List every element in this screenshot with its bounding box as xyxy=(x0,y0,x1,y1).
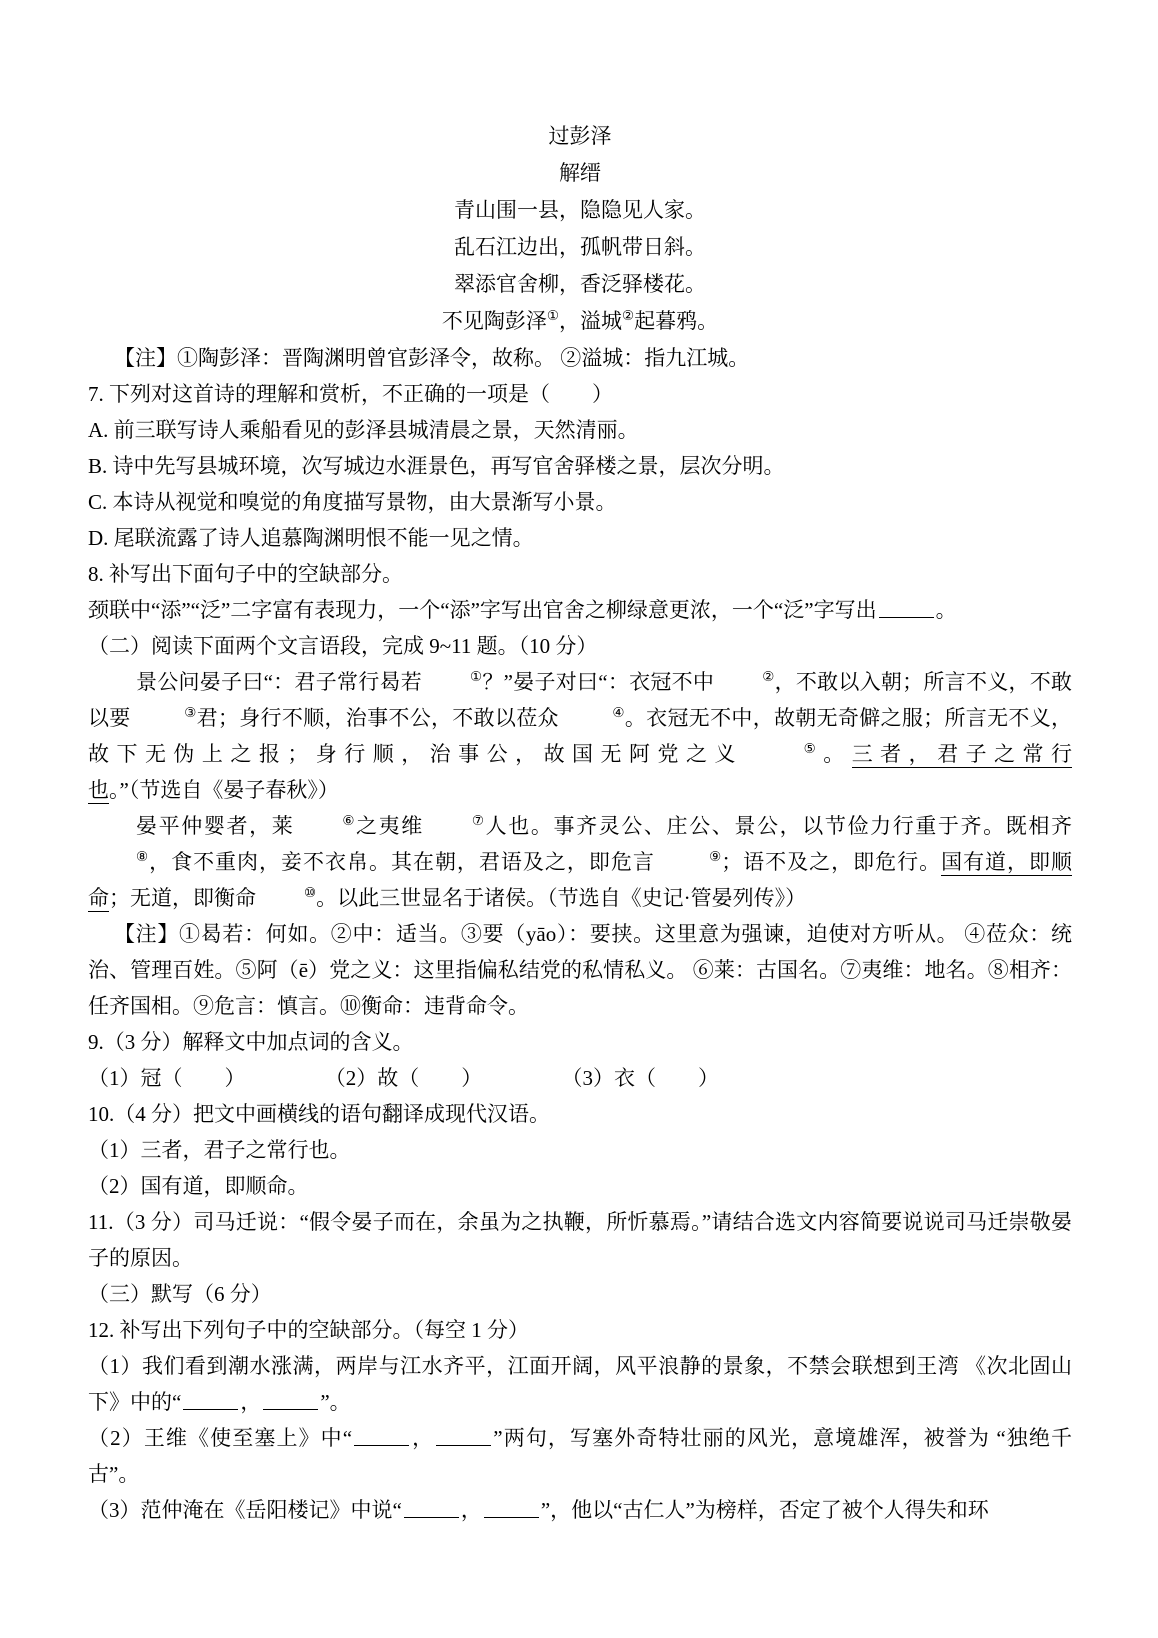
q10-stem: 10.（4 分）把文中画横线的语句翻译成现代汉语。 xyxy=(88,1102,550,1126)
q12-stem: 12. 补写出下列句子中的空缺部分。（每空 1 分） xyxy=(88,1318,529,1342)
q7-option-a: A. 前三联写诗人乘船看见的彭泽县城清晨之景，天然清丽。 xyxy=(88,418,639,442)
text-segment: ？”晏子对曰“：衣冠不中 xyxy=(482,670,715,694)
text-segment: ；无道，即衡命 xyxy=(109,886,256,910)
passage-note: 【注】①曷若：何如。②中：适当。③要（yāo）：要挟。这里意为强谏，迫使对方听从。 ④莅众：统治、管理百姓。⑤阿（ē）党之义：这里指偏私结党的私情私义。 ⑥莱：古国名。⑦夷维：地名。⑧相齐：任齐国相。⑨危言：慎言。⑩衡命：违背命令。 xyxy=(88,922,1072,1018)
q12-item-3 xyxy=(88,1492,1072,1528)
text-segment: ， xyxy=(460,1498,482,1522)
q9-item-1: （1）冠（ ） xyxy=(88,1066,246,1090)
text-segment: 。衣冠无不中，故朝无奇僻之服；所言无不义，故下无伪上之报；身行顺，治事公，故国无阿党之义 xyxy=(88,706,1073,766)
q7-stem: 7. 下列对这首诗的理解和赏析，不正确的一项是（ ） xyxy=(88,382,613,406)
poem-title: 过彭泽 xyxy=(548,124,612,148)
fill-in-blank xyxy=(436,1430,491,1446)
poem-author: 解缙 xyxy=(559,161,601,185)
q9-item-2: （2）故（ ） xyxy=(324,1066,483,1090)
fill-in-blank xyxy=(354,1430,409,1446)
text-segment: 。 xyxy=(935,598,957,622)
text-segment: （1）我们看到潮水涨满，两岸与江水齐平，江面开阔，风平浪静的景象，不禁会联想到王湾 《次北固山下》中的“ xyxy=(88,1354,1072,1414)
poem-verse-1 xyxy=(88,192,1072,229)
text-segment: （2）王维《使至塞上》中“ xyxy=(88,1426,353,1450)
fill-in-blank xyxy=(484,1502,539,1518)
text-segment: ”。 xyxy=(320,1390,351,1414)
q10-item-2: （2）国有道，即顺命。 xyxy=(88,1174,309,1198)
fill-in-blank xyxy=(263,1394,318,1410)
q7-option-d: D. 尾联流露了诗人追慕陶渊明恨不能一见之情。 xyxy=(88,526,534,550)
q10-item-1: （1）三者，君子之常行也。 xyxy=(88,1138,351,1162)
text-segment: ；语不及之，即危行。 xyxy=(721,850,942,874)
text-segment: ， xyxy=(240,1390,262,1414)
poem-block xyxy=(88,118,1072,340)
text-segment: ”两句，写塞外奇特壮丽的风光，意境雄浑，被誉为 “独绝千古”。 xyxy=(88,1426,1073,1486)
q11-text: 11.（3 分）司马迁说：“假令晏子而在，余虽为之执鞭，所忻慕焉。”请结合选文内容简要说说司马迁崇敬晏子的原因。 xyxy=(88,1210,1072,1270)
text-segment: ，溢城 xyxy=(559,309,622,333)
underlined-phrase: 三者，君子之常行也 xyxy=(88,742,1073,802)
text-segment: 。 xyxy=(815,742,852,766)
text-segment: ， xyxy=(411,1426,435,1450)
passage1-paragraph: 景公问晏子曰“：君子常行曷若 ①？”晏子对曰“：衣冠不中 ②，不敢以入朝；所言不义，不敢以要 ③君；身行不顺，治事不公，不敢以莅众 ④。衣冠无不中，故朝无奇僻之服；所言无不义，故下无伪上之报；身行顺，治事公，故国无阿党之义 ⑤。三者，君子之常行也。”（节选自《晏子春秋》） xyxy=(88,669,1073,802)
text-segment: 君；身行不顺，治事不公，不敢以莅众 xyxy=(196,706,565,730)
poem-verse-3 xyxy=(88,266,1072,303)
text-segment: 。”（节选自《晏子春秋》） xyxy=(109,778,339,802)
text-segment: 颈联中“添”“泛”二字富有表现力，一个“添”字写出官舍之柳绿意更浓，一个“泛”字写出 xyxy=(88,598,877,622)
text-segment: 。以此三世显名于诸侯。（节选自《史记·管晏列传》） xyxy=(316,886,807,910)
q8-stem: 8. 补写出下面句子中的空缺部分。 xyxy=(88,562,403,586)
fill-in-blank xyxy=(879,602,934,618)
q7-option-b: B. 诗中先写县城环境，次写城边水涯景色，再写官舍驿楼之景，层次分明。 xyxy=(88,454,785,478)
q9-item-3: （3）衣（ ） xyxy=(561,1066,719,1090)
q8-body xyxy=(88,592,1072,628)
poem-verse-4: 不见陶彭泽①，溢城②起暮鸦。 xyxy=(441,308,719,333)
passage2-paragraph: 晏平仲婴者，莱 ⑥之夷维 ⑦人也。事齐灵公、庄公、景公，以节俭力行重于齐。既相齐 ⑧，食不重肉，妾不衣帛。其在朝，君语及之，即危言 ⑨；语不及之，即危行。国有道，即顺命；无道，即衡命 ⑩。以此三世显名于诸侯。（节选自《史记·管晏列传》） xyxy=(88,813,1073,910)
text-segment: 晏平仲婴者，莱 xyxy=(136,814,295,838)
text-segment: 之夷维 xyxy=(354,814,424,838)
text-segment: 起暮鸦。 xyxy=(634,309,719,333)
section3-header: （三）默写（6 分） xyxy=(88,1282,272,1306)
text-segment: （3）范仲淹在《岳阳楼记》中说“ xyxy=(88,1498,402,1522)
q9-stem: 9.（3 分）解释文中加点词的含义。 xyxy=(88,1030,414,1054)
text-segment: 景公问晏子曰“：君子常行曷若 xyxy=(136,670,423,694)
text-segment: 人也。事齐灵公、庄公、景公，以节俭力行重于齐。既相齐 xyxy=(484,814,1073,838)
poem-note: 【注】①陶彭泽：晋陶渊明曾官彭泽令，故称。 ②溢城：指九江城。 xyxy=(114,346,750,370)
q12-item-1 xyxy=(88,1348,1072,1420)
q9-items-row xyxy=(88,1060,1072,1096)
text-segment: ，不敢以入朝；所言不义，不敢以要 xyxy=(88,670,1072,730)
q7-option-c: C. 本诗从视觉和嗅觉的角度描写景物，由大景渐写小景。 xyxy=(88,490,617,514)
text-segment: 青山围一县，隐隐见人家。 xyxy=(454,198,706,222)
fill-in-blank xyxy=(183,1394,238,1410)
text-segment: ，食不重肉，妾不衣帛。其在朝，君语及之，即危言 xyxy=(148,850,662,874)
section2-header: （二）阅读下面两个文言语段，完成 9~11 题。（10 分） xyxy=(88,634,598,658)
text-segment: 不见陶彭泽 xyxy=(441,309,547,333)
text-segment: ”，他以“古仁人”为榜样，否定了被个人得失和环 xyxy=(540,1498,989,1522)
text-segment: 乱石江边出，孤帆带日斜。 xyxy=(454,235,706,259)
text-segment: 翠添官舍柳，香泛驿楼花。 xyxy=(454,272,706,296)
poem-verse-2 xyxy=(88,229,1072,266)
underlined-phrase: 国有道，即顺命 xyxy=(88,850,1073,910)
q12-item-2 xyxy=(88,1420,1072,1492)
fill-in-blank xyxy=(404,1502,459,1518)
